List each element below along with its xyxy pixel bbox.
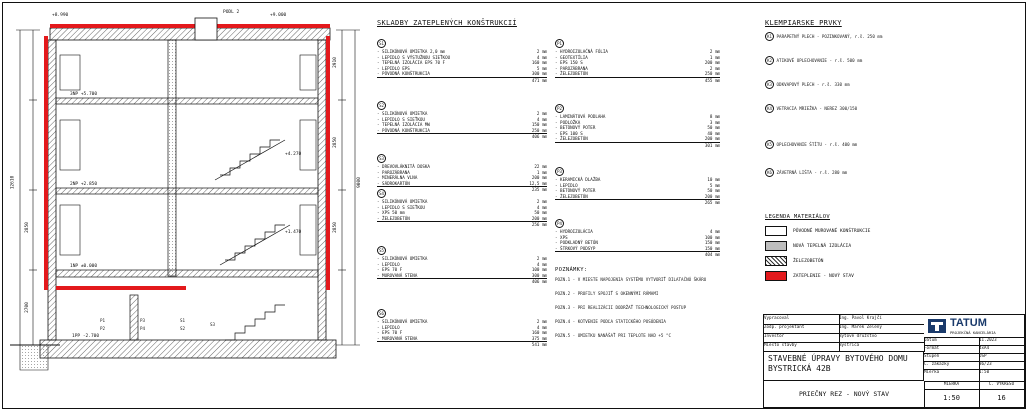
tb-meta-value: 36/23 xyxy=(979,361,1025,370)
layer-group-left-3: S4 - SILIKÓNOVÁ OMIETKA 2 mm - LEPIDLO S SIEŤKOU 4 mm - XPS 50 mm 50 mm - ŽELEZOBETÓN 200 mm 256 mm xyxy=(377,191,547,228)
tb-scale: 1:50 xyxy=(924,389,980,408)
legend-item: ŽELEZOBETÓN xyxy=(765,256,823,266)
floor-slab-3 xyxy=(56,98,318,104)
floor-tag: S1 xyxy=(180,318,186,323)
level-floor-2: 2NP +2.850 xyxy=(70,182,98,187)
floor-tag: S2 xyxy=(180,326,186,331)
tb-project: STAVEBNÉ ÚPRAVY BYTOVÉHO DOMU BYSTRICKÁ 42B xyxy=(764,351,924,381)
tb-number: 16 xyxy=(979,389,1025,408)
layer-id: P4 xyxy=(555,219,564,228)
level-roof-top: +9.000 xyxy=(270,13,287,18)
layer-id: S2 xyxy=(377,101,386,110)
element-item: K5 OPLECHOVANIE ŠTÍTU - r.š. 400 mm xyxy=(765,140,857,149)
layer-id: P1 xyxy=(555,39,564,48)
layer-id: S6 xyxy=(377,309,386,318)
layer-id: P3 xyxy=(555,167,564,176)
legend-swatch xyxy=(765,226,787,236)
note-item: POZN.5 - OMIETKU NANÁŠAŤ PRI TEPLOTE NAD +5 °C xyxy=(555,333,671,338)
layer-group-right-3: P4 - HYDROIZOLÁCIA 4 mm - XPS 100 mm - PODKLADNÝ BETÓN 150 mm - ŠTRKOVÝ PODSYP 150 mm 404 mm xyxy=(555,221,720,258)
layer-id: S5 xyxy=(377,246,386,255)
basement-insulation xyxy=(56,286,186,290)
element-item: K4 VETRACIA MRIEŽKA - NEREZ 300/150 xyxy=(765,104,857,113)
roof-hatch-box xyxy=(195,18,217,40)
dimension-chain-left xyxy=(16,30,40,345)
roof-slab xyxy=(50,28,330,40)
level-floor-1: 1NP ±0.000 xyxy=(70,264,98,269)
dim-segment-4: 2850 xyxy=(24,222,30,233)
level-stair-2: +1.470 xyxy=(285,230,302,235)
layer-group-right-2: P3 - KERAMICKÁ DLAŽBA 10 mm - LEPIDLO 5 mm - BETÓNOVÝ POTER 50 mm - ŽELEZOBETÓN 200 mm 265 mm xyxy=(555,169,720,206)
tb-row-label: Vypracoval xyxy=(764,315,840,325)
tb-row-value: Bystrica xyxy=(839,342,925,352)
layer-group-left-0: S1 - SILIKÓNOVÁ OMIETKA 2,0 mm 2 mm - LEPIDLO S VÝSTUŽNOU SIEŤKOU 4 mm - TEPELNÁ IZOLÁCIA EPS 70 F 160 mm - LEPIDLO EPS 5 mm - PÔVODNÁ KONŠTRUKCIA 300 mm 471 mm xyxy=(377,41,547,83)
layer-group-left-2: S3 - DREVOVLÁKNITÁ DOSKA 22 mm - PAROZÁBRANA 1 mm - MINERÁLNA VLNA 200 mm - SÁDROKARTÓN 12,5 mm 235 mm xyxy=(377,156,547,193)
note-item: POZN.1 - V MIESTE NAPOJENIA SYSTÉMU VYTVORIŤ DILATAČNÚ ŠKÁRU xyxy=(555,277,707,282)
level-basement: 1PP -2.700 xyxy=(72,334,100,339)
tb-row-value: Ing. Pavol Krajčí xyxy=(839,315,925,325)
dim-right-total: 9000 xyxy=(356,177,362,188)
layers-heading: SKLADBY ZATEPLENÝCH KONŠTRUKCIÍ xyxy=(377,19,517,27)
element-item: K2 ATIKOVÉ OPLECHOVANIE - r.š. 500 mm xyxy=(765,56,862,65)
layer-id: S3 xyxy=(377,154,386,163)
tb-meta-value: DSP xyxy=(979,353,1025,362)
floor-tag: P3 xyxy=(140,318,146,323)
elements-heading: KLEMPIARSKE PRVKY xyxy=(765,19,842,27)
tb-meta-label: Stupeň xyxy=(924,353,980,362)
floor-tag: P1 xyxy=(100,318,106,323)
dim-segment-2: 2850 xyxy=(332,137,338,148)
section-drawing xyxy=(0,0,370,411)
tb-meta-value: 1:50 xyxy=(979,369,1025,382)
tb-row-value: Bytové družstvo xyxy=(839,333,925,343)
wall-left-insulation xyxy=(44,36,48,290)
element-item: K6 ZÁVETRNÁ LIŠTA - r.š. 280 mm xyxy=(765,168,847,177)
wall-right xyxy=(318,40,326,340)
tb-row-label: Miesto stavby xyxy=(764,342,840,352)
note-item: POZN.2 - PROFILY SPOJIŤ S OKENNÝMI RÁMAMI xyxy=(555,291,659,296)
title-block xyxy=(763,314,1025,408)
note-item: POZN.3 - PRI REALIZÁCII DODRŽAŤ TECHNOLOGICKÝ POSTUP xyxy=(555,305,687,310)
tb-company: TATUM PROJEKČNÁ KANCELÁRIA xyxy=(924,315,1025,338)
note-item: POZN.4 - KOTVENIE PODĽA STATICKÉHO POSÚDENIA xyxy=(555,319,666,324)
tb-meta-value: 4xA4 xyxy=(979,345,1025,354)
basement-wall xyxy=(130,295,138,340)
layer-id: S1 xyxy=(377,39,386,48)
layer-group-right-1: P2 - LAMINÁTOVÁ PODLAHA 8 mm - PODLOŽKA 3 mm - BETÓNOVÝ POTER 50 mm - EPS 100 S 40 mm - ŽELEZOBETÓN 200 mm 301 mm xyxy=(555,106,720,148)
tb-number-label: Č. VÝKRESU xyxy=(979,381,1025,390)
roof-insulation xyxy=(50,24,330,28)
dim-segment-3: 2850 xyxy=(332,222,338,233)
layer-group-left-1: S2 - SILIKÓNOVÁ OMIETKA 2 mm - LEPIDLO S SIEŤKOU 4 mm - TEPELNÁ IZOLÁCIA MW 150 mm - PÔVODNÁ KONŠTRUKCIA 250 mm 406 mm xyxy=(377,103,547,140)
wall-right-insulation xyxy=(326,36,330,290)
foundation xyxy=(40,340,336,358)
wall-left xyxy=(48,40,56,340)
level-floor-3: 3NP +5.700 xyxy=(70,92,98,97)
legend-swatch xyxy=(765,241,787,251)
tb-meta-value: 11.2023 xyxy=(979,337,1025,346)
element-item: K3 ODKVAPOVÝ PLECH - r.š. 330 mm xyxy=(765,80,850,89)
level-stair-1: +4.270 xyxy=(285,152,302,157)
legend-swatch xyxy=(765,256,787,266)
tb-row-label: Investor xyxy=(764,333,840,343)
floor-tag: S3 xyxy=(210,322,216,327)
tb-drawing-name: PRIEČNY REZ - NOVÝ STAV xyxy=(764,381,925,408)
notes-heading: POZNÁMKY: xyxy=(555,267,588,273)
layer-group-right-0: P1 - HYDROIZOLAČNÁ FÓLIA 2 mm - GEOTEXTÍLIA 1 mm - EPS 150 S 200 mm - PAROZÁBRANA 2 mm - ŽELEZOBETÓN 250 mm 455 mm xyxy=(555,41,720,83)
dim-segment-5: 2700 xyxy=(24,302,30,313)
tb-meta-label: Formát xyxy=(924,345,980,354)
element-item: K1 PARAPETNÝ PLECH - POZINKOVANÝ, r.š. 250 mm xyxy=(765,32,882,41)
tb-meta-label: Dátum xyxy=(924,337,980,346)
label-top: PODL 2 xyxy=(223,10,240,15)
floor-slab-1 xyxy=(56,270,318,277)
legend-heading: LEGENDA MATERIÁLOV xyxy=(765,214,831,220)
layer-group-left-5: S6 - SILIKÓNOVÁ OMIETKA 2 mm - LEPIDLO 4 mm - EPS 70 F 160 mm - MUROVANÁ STENA 375 mm 541 mm xyxy=(377,311,547,348)
legend-item: ZATEPLENIE - NOVÝ STAV xyxy=(765,271,854,281)
terrain xyxy=(20,345,48,370)
layer-group-left-4: S5 - SILIKÓNOVÁ OMIETKA 2 mm - LEPIDLO 4 mm - EPS 70 F 100 mm - MUROVANÁ STENA 300 mm 406 mm xyxy=(377,248,547,285)
dim-left-total: 12610 xyxy=(10,175,16,190)
tb-meta-label: Mierka xyxy=(924,369,980,382)
level-attic: +8.990 xyxy=(52,13,69,18)
legend-item: PÔVODNÉ MUROVANÉ KONŠTRUKCIE xyxy=(765,226,870,236)
legend-item: NOVÁ TEPELNÁ IZOLÁCIA xyxy=(765,241,851,251)
tb-row-value: Ing. Marek Zelený xyxy=(839,324,925,334)
legend-swatch xyxy=(765,271,787,281)
floor-tag: P2 xyxy=(100,326,106,331)
layer-id: S4 xyxy=(377,189,386,198)
tb-scale-label: MIERKA xyxy=(924,381,980,390)
staircases xyxy=(215,140,290,340)
tb-meta-label: Č. zákazky xyxy=(924,361,980,370)
dim-segment-1: 2910 xyxy=(332,57,338,68)
floor-slab-2 xyxy=(56,188,318,194)
floor-tag: P4 xyxy=(140,326,146,331)
tb-row-label: Zodp. projektant xyxy=(764,324,840,334)
layer-id: P2 xyxy=(555,104,564,113)
company-logo-icon xyxy=(928,319,946,333)
inner-wall xyxy=(168,40,176,276)
